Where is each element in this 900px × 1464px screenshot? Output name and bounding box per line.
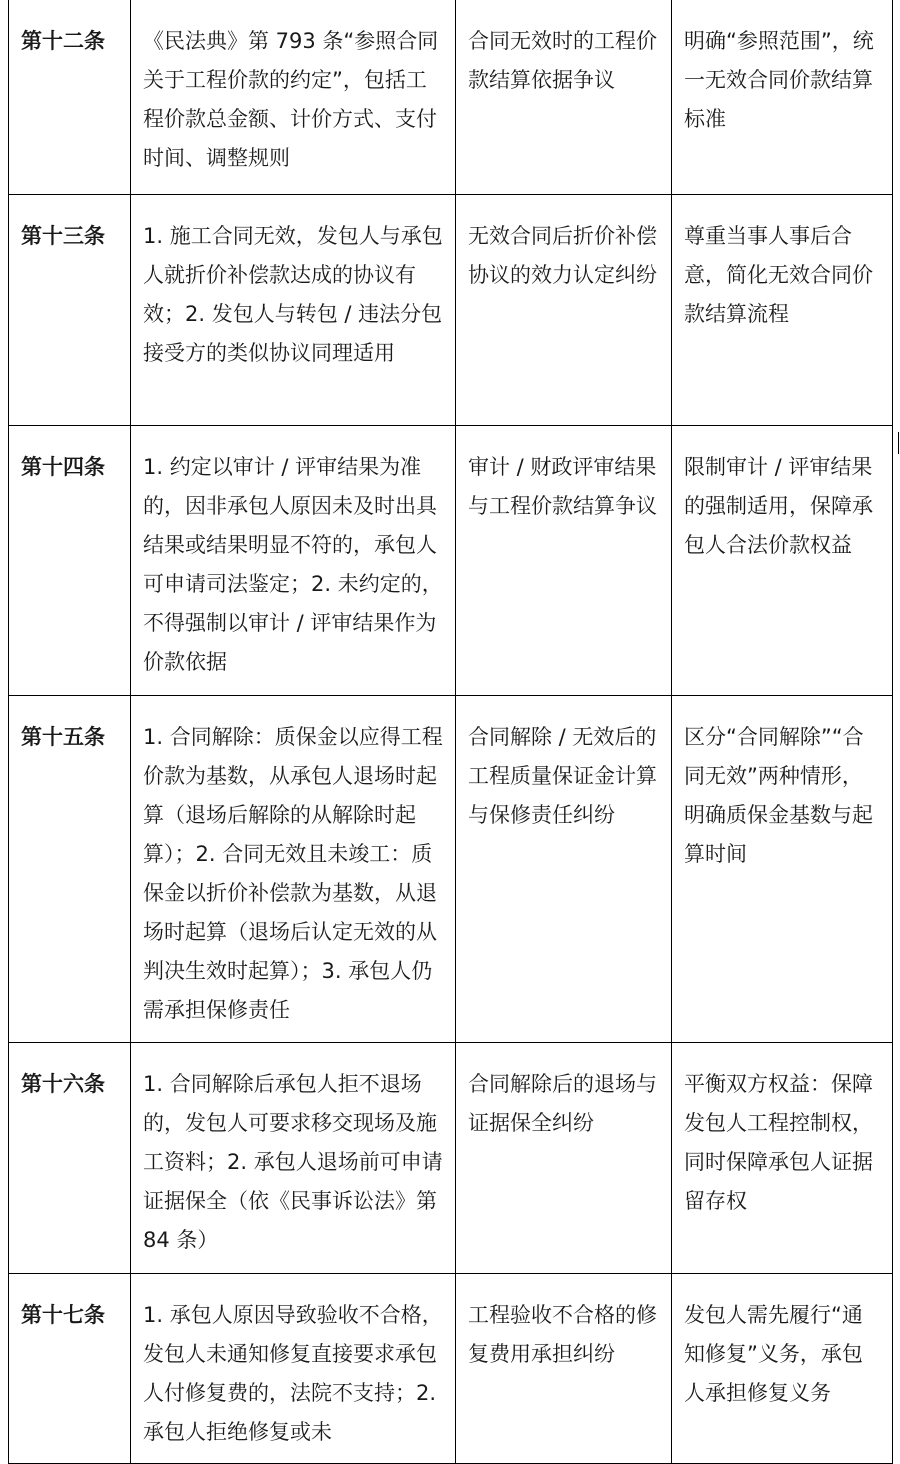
article-number: 第十四条 [9,425,131,695]
table-row [9,1273,893,1463]
provision-content: 1. 施工合同无效，发包人与承包人就折价补偿款达成的协议有效；2. 发包人与转包 / 违法分包接受方的类似协议同理适用 [131,194,456,425]
article-number: 第十六条 [9,1042,131,1273]
table-row [9,194,893,425]
table-row [9,1042,893,1273]
dispute-type: 合同解除后的退场与证据保全纠纷 [456,1042,672,1273]
text-cursor [898,432,899,454]
table-row [9,695,893,1042]
provision-content: 1. 约定以审计 / 评审结果为准的，因非承包人原因未及时出具结果或结果明显不符的，承包人可申请司法鉴定；2. 未约定的，不得强制以审计 / 评审结果作为价款依据 [131,425,456,695]
dispute-type: 审计 / 财政评审结果与工程价款结算争议 [456,425,672,695]
provisions-table [8,0,893,1464]
provision-content: 《民法典》第 793 条“参照合同关于工程价款的约定”，包括工程价款总金额、计价方式、支付时间、调整规则 [131,0,456,194]
dispute-type: 合同解除 / 无效后的工程质量保证金计算与保修责任纠纷 [456,695,672,1042]
dispute-type: 合同无效时的工程价款结算依据争议 [456,0,672,194]
provision-significance: 平衡双方权益：保障发包人工程控制权，同时保障承包人证据留存权 [672,1042,893,1273]
article-number: 第十七条 [9,1273,131,1463]
dispute-type: 工程验收不合格的修复费用承担纠纷 [456,1273,672,1463]
provision-content: 1. 合同解除：质保金以应得工程价款为基数，从承包人退场时起算（退场后解除的从解除时起算）；2. 合同无效且未竣工：质保金以折价补偿款为基数，从退场时起算（退场后认定无效的从判决生效时起算）；3. 承包人仍需承担保修责任 [131,695,456,1042]
dispute-type: 无效合同后折价补偿协议的效力认定纠纷 [456,194,672,425]
table-row [9,0,893,194]
provision-content: 1. 合同解除后承包人拒不退场的，发包人可要求移交现场及施工资料；2. 承包人退场前可申请证据保全（依《民事诉讼法》第 84 条） [131,1042,456,1273]
provision-significance: 区分“合同解除”“合同无效”两种情形，明确质保金基数与起算时间 [672,695,893,1042]
provision-significance: 明确“参照范围”，统一无效合同价款结算标准 [672,0,893,194]
provision-significance: 限制审计 / 评审结果的强制适用，保障承包人合法价款权益 [672,425,893,695]
article-number: 第十二条 [9,0,131,194]
article-number: 第十三条 [9,194,131,425]
provision-content: 1. 承包人原因导致验收不合格，发包人未通知修复直接要求承包人付修复费的，法院不支持；2. 承包人拒绝修复或未 [131,1273,456,1463]
article-number: 第十五条 [9,695,131,1042]
provision-significance: 发包人需先履行“通知修复”义务，承包人承担修复义务 [672,1273,893,1463]
table-row [9,425,893,695]
provision-significance: 尊重当事人事后合意，简化无效合同价款结算流程 [672,194,893,425]
